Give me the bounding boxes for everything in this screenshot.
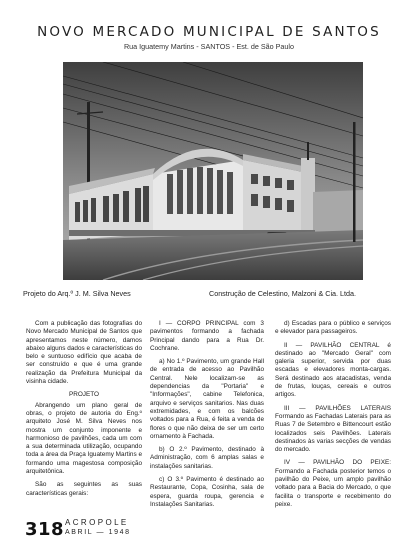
second-floor-paragraph: b) O 2.º Pavimento, destinado à Administração, com 6 amplas salas e instalações sanitarias. xyxy=(150,446,264,470)
corpo-principal-paragraph: I — CORPO PRINCIPAL com 3 pavimentos formando a fachada Principal dando para a Rua Dr. Cochrane. xyxy=(150,320,264,352)
magazine-name: ACROPOLE xyxy=(65,518,129,527)
page-subtitle: Rua Iguatemy Martins - SANTOS - Est. de São Paulo xyxy=(123,42,295,51)
intro-paragraph: Com a publicação das fotografias do Novo Mercado Municipal de Santos que apresentamos neste número, damos abaixo alguns dados e características do belo e suntuoso edifício que acaba de ser construído e que é uma grande realização da Prefeitura Municipal da visinha cidade. xyxy=(26,320,142,386)
article-column-1 xyxy=(26,320,142,503)
first-floor-paragraph: a) No 1.º Pavimento, um grande Hall de entrada de acesso ao Pavilhão Central. Nele localizam-se as dependencias da "Portaria" e "Informações", cabine Telefonica, arquivo e serviços sanitarios. Nas duas extremidades, e com os balcões voltados para a Rua, é feita a venda de flores o que não deixa de ser um certo ornamento à Fachada. xyxy=(150,358,264,440)
projeto-heading: PROJETO xyxy=(68,391,100,399)
pavilhoes-laterais-paragraph: III — PAVILHÕES LATERAIS Formando as Fachadas Laterais para as Ruas 7 de Setembro e Bittencourt estão localizados seis Pavilhões. Laterais destinados às varias secções de vendas do mercado. xyxy=(275,404,391,454)
page-title: NOVO MERCADO MUNICIPAL DE SANTOS xyxy=(37,24,381,40)
third-floor-paragraph: c) O 3.º Pavimento é destinado ao Restaurante, Copa, Cosinha, sala de espera, guarda roupa, gerencia e Instalações Sanitarias. xyxy=(150,476,264,508)
builder-caption: Construção de Celestino, Malzoni & Cia. Ltda. xyxy=(209,289,357,298)
architect-caption: Projeto do Arq.º J. M. Silva Neves xyxy=(23,289,131,298)
page-number: 318 xyxy=(25,519,65,540)
projeto-paragraph: Abrangendo um plano geral de obras, o projeto de autoria do Eng.º arquiteto José M. Silva Neves nos mostra um conjunto imponente e harmonioso de pavilhões, cada um com a sua determinada utilização, ocupando toda a área da Praça Iguatemy Martins e formando uma magestosa composição arquitetônica. xyxy=(26,401,142,476)
pavilhao-central-paragraph: II — PAVILHÃO CENTRAL é destinado ao "Mercado Geral" com galeria superior, servida por duas escadas e elevadores monta-cargas. Será destinado aos atacadistas, venda de frutas, louças, cereais e outros artigos. xyxy=(275,341,391,399)
pavilhao-peixe-paragraph: IV — PAVILHÃO DO PEIXE: Formando a Fachada posterior temos o pavilhão do Peixe, um amplo pavilhão voltado para a Bacia do Mercado, o que facilita o transporte e recebimento do peixe. xyxy=(275,459,391,508)
market-photo-illustration xyxy=(63,62,363,280)
stairs-paragraph: d) Escadas para o público e serviços e elevador para passageiros. xyxy=(275,320,391,336)
magazine-issue: ABRIL — 1948 xyxy=(65,529,131,536)
market-building-photo xyxy=(63,62,363,280)
article-column-3 xyxy=(275,320,391,514)
article-column-2 xyxy=(150,320,264,514)
characteristics-intro: São as seguintes as suas características gerais: xyxy=(26,481,142,497)
